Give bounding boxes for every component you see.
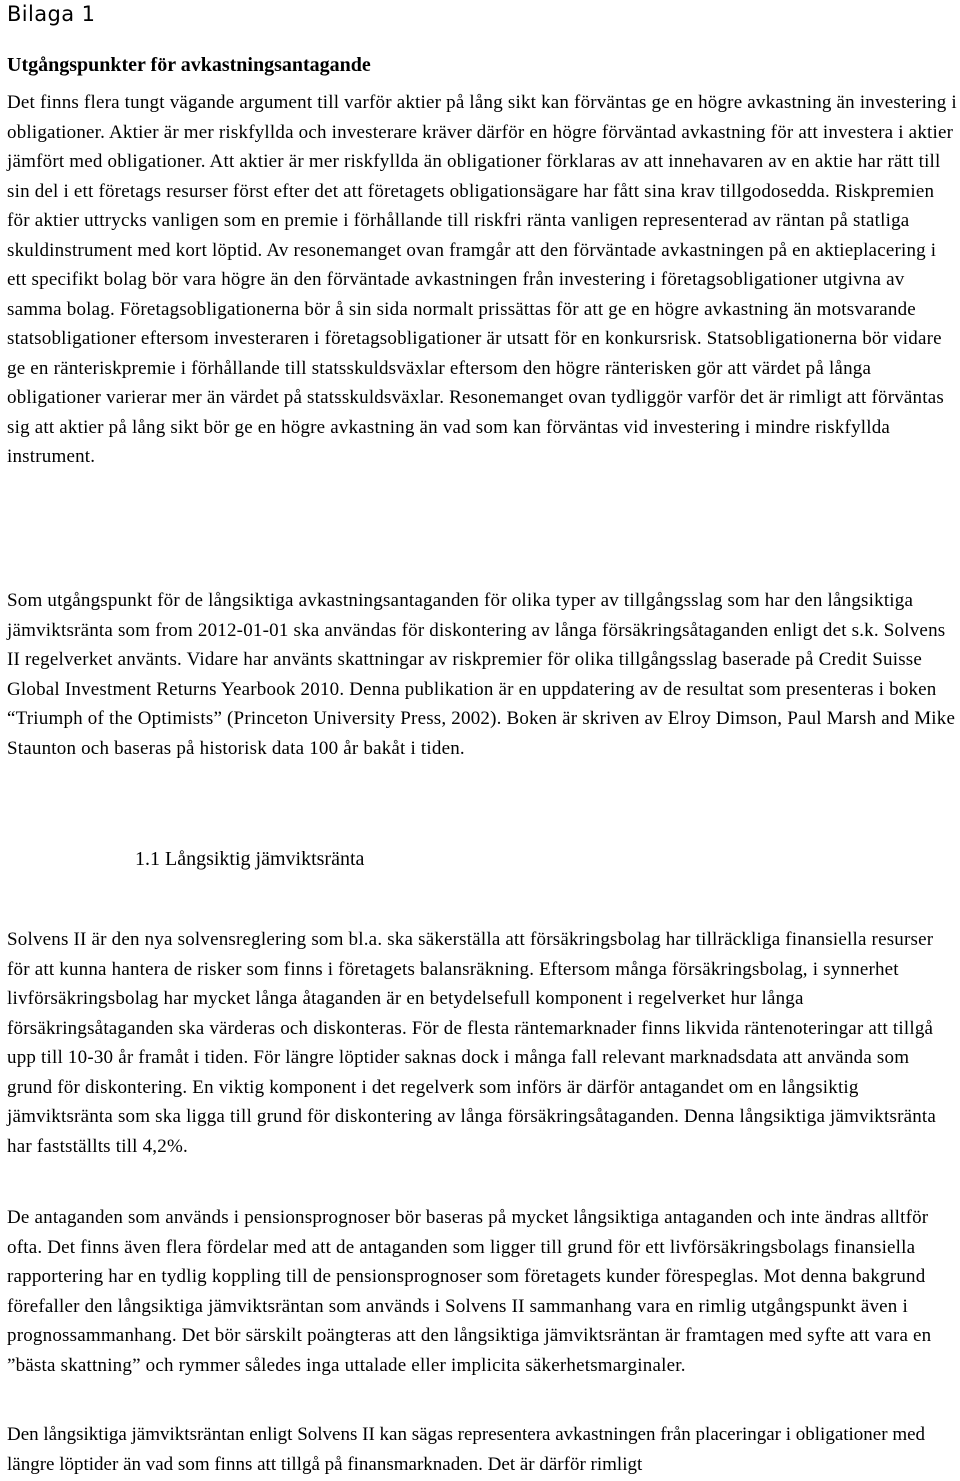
section-heading: 1.1 Långsiktig jämviktsränta bbox=[135, 848, 365, 870]
paragraph-solvency-ii: Solvens II är den nya solvensreglering som bl.a. ska säkerställa att försäkringsbolag har tillräckliga finansiella resurser för att kunna hantera de risker som finns i företagets balansräkning. Eftersom många försäkringsbolag, i synnerhet livförsäkringsbolag har mycket långa åtaganden är en betydelsefull komponent i regelverket hur långa försäkringsåtaganden ska värderas och diskonteras. För de flesta räntemarknader finns likvida räntenoteringar att tillgå upp till 10-30 år framåt i tiden. För längre löptider saknas dock i många fall relevant marknadsdata att använda som grund för diskontering. En viktig komponent i det regelverk som införs är därför antagandet om en långsiktig jämviktsränta som ska ligga till grund för diskontering av långa försäkringsåtaganden. Denna långsiktiga jämviktsränta har fastställts till 4,2%. bbox=[7, 929, 937, 1157]
paragraph-starting-point: Som utgångspunkt för de långsiktiga avkastningsantaganden för olika typer av tillgångsslag som har den långsiktiga jämviktsränta som from 2012-01-01 ska användas för diskontering av långa försäkringsåtaganden enligt det s.k. Solvens II regelverket använts. Vidare har använts skattningar av riskpremier för olika tillgångsslag baserade på Credit Suisse Global Investment Returns Yearbook 2010. Denna publikation är en uppdatering av de resultat som presenteras i boken “Triumph of the Optimists” (Princeton University Press, 2002). Boken är skriven av Elroy Dimson, Paul Marsh and Mike Staunton och baseras på historisk data 100 år bakåt i tiden. bbox=[7, 590, 956, 759]
paragraph-equilibrium-rate: Den långsiktiga jämviktsräntan enligt Solvens II kan sägas representera avkastningen från placeringar i obligationer med längre löptider än vad som finns att tillgå på finansmarknaden. Det är därför rimligt bbox=[7, 1424, 926, 1475]
paragraph-pension-assumptions: De antaganden som används i pensionsprognoser bör baseras på mycket långsiktiga antaganden och inte ändras alltför ofta. Det finns även flera fördelar med att de antaganden som ligger till grund för ett livförsäkringsbolags finansiella rapportering har en tydlig koppling till de pensionsprognoser som företagets kunder förespeglas. Mot denna bakgrund förefaller den långsiktiga jämviktsräntan som används i Solvens II sammanhang vara en rimlig utgångspunkt även i prognossammanhang. Det bör särskilt poängteras att den långsiktiga jämviktsräntan är framtagen med syfte att vara en ”bästa skattning” och rymmer således inga uttalade eller implicita säkerhetsmarginaler. bbox=[7, 1207, 932, 1376]
paragraph-return-arguments: Det finns flera tungt vägande argument till varför aktier på lång sikt kan förväntas ge en högre avkastning än investering i obligationer. Aktier är mer riskfyllda och investerare kräver därför en högre förväntad avkastning för att investera i aktier jämfört med obligationer. Att aktier är mer riskfyllda än obligationer förklaras av att innehavaren av en aktie har rätt till sin del i ett företags resurser först efter det att företagets obligationsägare har fått sina krav tillgodosedda. Riskpremien för aktier uttrycks vanligen som en premie i förhållande till riskfri ränta vanligen representerad av räntan på statliga skuldinstrument med kort löptid. Av resonemanget ovan framgår att den förväntade avkastningen på en aktieplacering i ett specifikt bolag bör vara högre än den förväntade avkastningen från investering i företagsobligationer utgivna av samma bolag. Företagsobligationerna bör å sin sida normalt prissättas för att ge en högre avkastning än motsvarande statsobligationer eftersom investeraren i företagsobligationer är utsatt för en konkursrisk. Statsobligationerna bör vidare ge en ränteriskpremie i förhållande till statsskuldsväxlar eftersom den högre ränterisken gör att värdet på långa obligationer varierar mer än värdet på statsskuldsväxlar. Resonemanget ovan tydliggör varför det är rimligt att förväntas sig att aktier på lång sikt bör ge en högre avkastning än vad som kan förväntas vid investering i mindre riskfyllda instrument. bbox=[7, 92, 957, 467]
document-heading: Utgångspunkter för avkastningsantagande bbox=[7, 54, 371, 76]
attachment-label: Bilaga 1 bbox=[7, 2, 96, 26]
